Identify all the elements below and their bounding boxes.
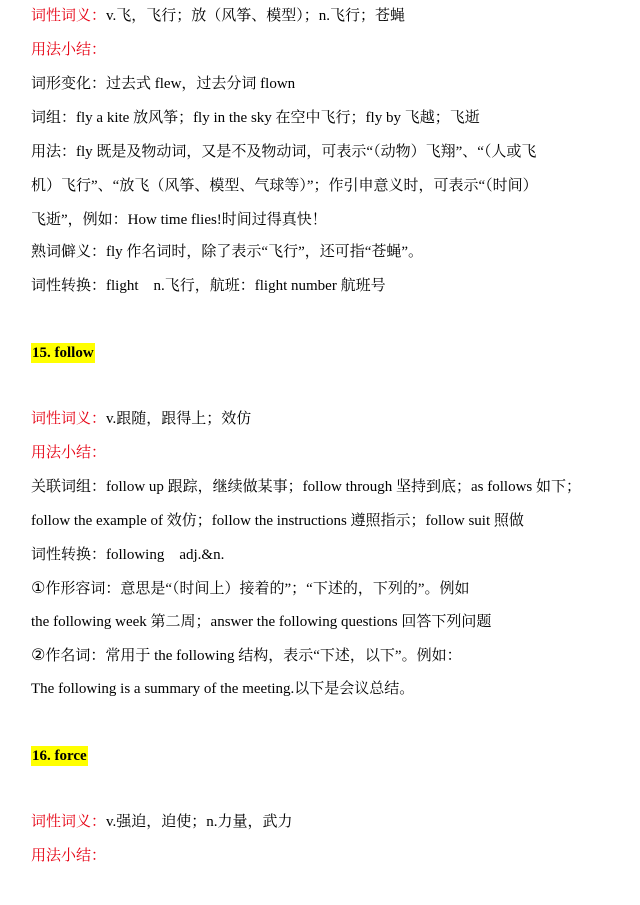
fly-word-forms: 词形变化：过去式 flew，过去分词 flown xyxy=(31,76,296,92)
force-heading-text: 16. force xyxy=(32,748,87,764)
pos-meaning-label: 词性词义： xyxy=(31,814,107,830)
circled-number-1: ① xyxy=(31,578,46,597)
fly-pos-meaning xyxy=(31,6,620,26)
follow-pos-meaning xyxy=(31,409,620,429)
fly-conversion: 词性转换：flight n.飞行，航班：flight number 航班号 xyxy=(31,278,386,294)
force-heading xyxy=(31,744,88,768)
follow-phrases-line-2: follow the example of 效仿；follow the instructions 遵照指示；follow suit 照做 xyxy=(31,513,524,529)
fly-usage-summary-label: 用法小结： xyxy=(31,42,107,58)
pos-meaning-text: v.飞，飞行；放（风筝、模型）；n.飞行；苍蝇 xyxy=(106,8,406,24)
follow-heading xyxy=(31,341,95,365)
pos-meaning-text: v.强迫，迫使；n.力量，武力 xyxy=(106,814,293,830)
follow-usage-summary-label: 用法小结： xyxy=(31,445,107,461)
fly-usage-line-3: 飞逝”，例如：How time flies!时间过得真快！ xyxy=(31,212,327,228)
follow-item-1 xyxy=(31,578,620,598)
pos-meaning-label: 词性词义： xyxy=(31,411,107,427)
fly-phrases: 词组：fly a kite 放风筝；fly in the sky 在空中飞行；fly by 飞越；飞逝 xyxy=(31,110,480,126)
fly-usage-line-2: 机）飞行”、“放飞（风筝、模型、气球等）”；作引申意义时，可表示“（时间） xyxy=(31,178,538,194)
item-2-text: 作名词：常用于 the following 结构，表示“下述，以下”。例如： xyxy=(45,648,462,664)
pos-meaning-text: v.跟随，跟得上；效仿 xyxy=(106,411,252,427)
force-usage-summary-label: 用法小结： xyxy=(31,848,107,864)
follow-item-1-example: the following week 第二周；answer the following questions 回答下列问题 xyxy=(31,614,492,630)
circled-number-2: ② xyxy=(31,645,46,664)
follow-conversion: 词性转换：following adj.&n. xyxy=(31,547,225,563)
follow-heading-text: 15. follow xyxy=(32,345,94,361)
item-1-text: 作形容词：意思是“（时间上）接着的”；“下述的，下列的”。例如 xyxy=(45,581,470,597)
pos-meaning-label: 词性词义： xyxy=(31,8,107,24)
follow-item-2-example: The following is a summary of the meeting.以下是会议总结。 xyxy=(31,681,415,697)
force-pos-meaning xyxy=(31,812,620,832)
fly-usage-line-1: 用法：fly 既是及物动词，又是不及物动词，可表示“（动物）飞翔”、“（人或飞 xyxy=(31,144,537,160)
fly-distinguish: 熟词僻义：fly 作名词时，除了表示“飞行”，还可指“苍蝇”。 xyxy=(31,244,424,260)
follow-item-2 xyxy=(31,645,620,665)
follow-phrases-line-1: 关联词组：follow up 跟踪，继续做某事；follow through 坚持到底；as follows 如下； xyxy=(31,479,581,495)
